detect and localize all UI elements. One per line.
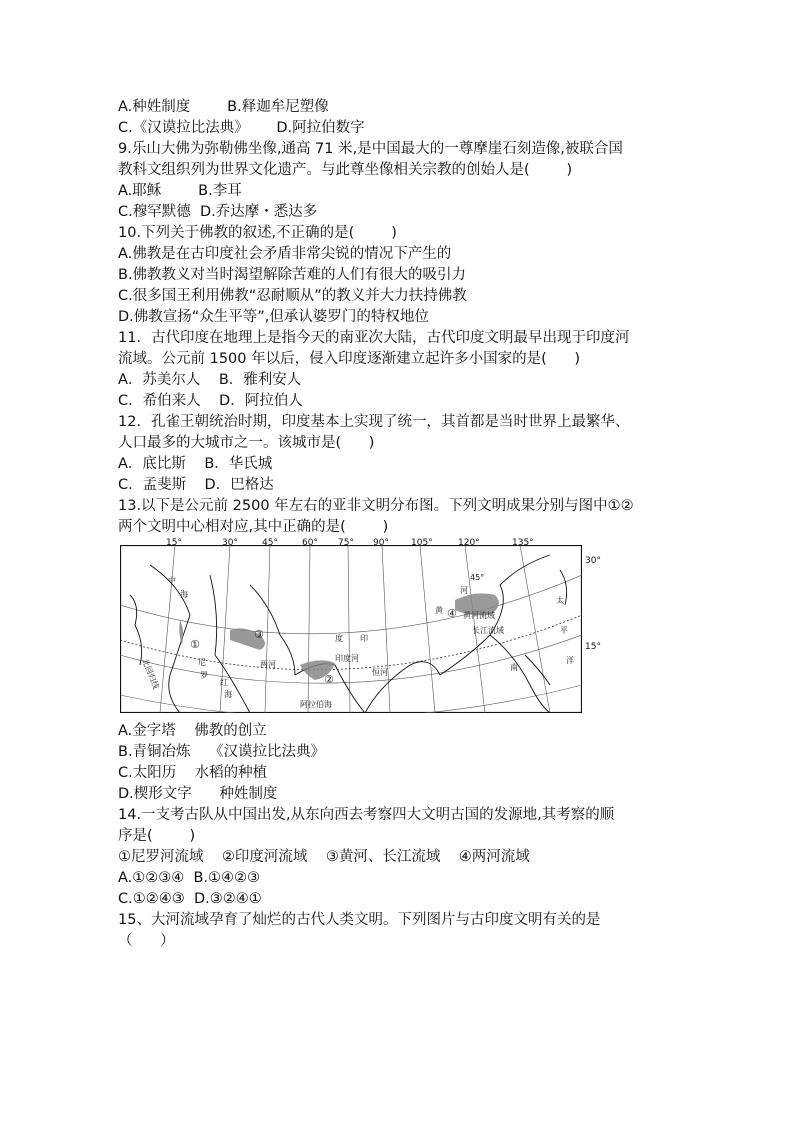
longitude-label: 120° — [458, 538, 480, 548]
longitude-label: 45° — [262, 538, 278, 548]
option-line: A.种姓制度 B.释迦牟尼塑像 — [118, 99, 329, 115]
latitude-label: 30° — [585, 556, 601, 566]
option-line: D.佛教宣扬“众生平等”,但承认婆罗门的特权地位 — [118, 309, 429, 325]
question-11-stem: 流域。公元前 1500 年以后，侵入印度逐渐建立起许多小国家的是( ) — [118, 351, 581, 367]
option-line: A.耶稣 B.李耳 — [118, 183, 242, 199]
nile-label-2: 罗 — [200, 671, 208, 680]
option-line: C．希伯来人 D．阿拉伯人 — [118, 393, 303, 409]
option-line: C.《汉谟拉比法典》 D.阿拉伯数字 — [118, 120, 365, 136]
map-marker-4: ④ — [447, 607, 457, 620]
option-line: A．苏美尔人 B．雅利安人 — [118, 372, 302, 388]
yellow-river-label: 黄河流域 — [463, 611, 495, 620]
mediterranean-label-1: 中 — [168, 576, 176, 585]
question-9-stem: 教科文组织列为世界文化遗产。与此尊坐像相关宗教的创始人是( ) — [118, 162, 573, 178]
option-line: B.青铜冶炼 《汉谟拉比法典》 — [118, 744, 325, 760]
question-13-stem: 两个文明中心相对应,其中正确的是( ) — [118, 519, 389, 535]
question-14-stem: 14.一支考古队从中国出发,从东向西去考察四大文明古国的发源地,其考察的顺 — [118, 807, 615, 823]
longitude-label: 75° — [338, 538, 354, 548]
latitude-label: 15° — [585, 642, 601, 652]
redsea-label-2: 海 — [224, 690, 232, 699]
india-label-2: 印 — [360, 634, 368, 643]
mesopotamia-label: 两河 — [260, 660, 276, 669]
option-line: D.楔形文字 种姓制度 — [118, 786, 278, 802]
longitude-label: 15° — [166, 538, 182, 548]
indus-label: 印度河 — [335, 654, 359, 663]
redsea-label-1: 红 — [220, 678, 228, 687]
pacific-label-1: 太 — [556, 596, 564, 605]
longitude-label: 105° — [411, 538, 433, 548]
river-char-label: 河 — [460, 586, 468, 595]
question-10-stem: 10.下列关于佛教的叙述,不正确的是( ) — [118, 225, 397, 241]
question-14-stem: 序是( ) — [118, 828, 196, 844]
map-marker-1: ① — [190, 638, 200, 651]
question-12-stem: 12．孔雀王朝统治时期，印度基本上实现了统一，其首都是当时世界上最繁华、 — [118, 414, 630, 430]
nile-label-1: 尼 — [198, 658, 206, 667]
ganges-label: 恒河 — [372, 668, 388, 677]
longitude-label: 30° — [222, 538, 238, 548]
longitude-label: 90° — [373, 538, 389, 548]
question-14-items: ①尼罗河流域 ②印度河流域 ③黄河、长江流域 ④两河流域 — [118, 849, 530, 865]
inner-latitude-label: 45° — [470, 573, 485, 582]
option-line: C.很多国王利用佛教“忍耐顺从”的教义并大力扶持佛教 — [118, 288, 467, 304]
question-9-stem: 9.乐山大佛为弥勒佛坐像,通高 71 米,是中国最大的一尊摩崖石刻造像,被联合国 — [118, 141, 623, 157]
question-15-stem: （ ） — [118, 933, 175, 949]
south-label: 南 — [510, 663, 518, 672]
option-line: A.①②③④ B.①④②③ — [118, 870, 261, 886]
question-11-stem: 11．古代印度在地理上是指今天的南亚次大陆，古代印度文明最早出现于印度河 — [118, 330, 630, 346]
pacific-label-2: 平 — [560, 626, 568, 635]
india-label-1: 度 — [335, 634, 343, 643]
longitude-label: 135° — [512, 538, 534, 548]
option-line: B.佛教教义对当时渴望解除苦难的人们有很大的吸引力 — [118, 267, 467, 283]
civilization-map — [120, 545, 582, 713]
map-marker-3: ③ — [254, 628, 264, 641]
option-line: C.太阳历 水稻的种植 — [118, 765, 268, 781]
question-12-stem: 人口最多的大城市之一。该城市是( ) — [118, 435, 375, 451]
option-line: C.穆罕默德 D.乔达摩・悉达多 — [118, 204, 318, 220]
option-line: C．孟斐斯 D．巴格达 — [118, 477, 274, 493]
longitude-label: 60° — [302, 538, 318, 548]
option-line: A.金字塔 佛教的创立 — [118, 723, 267, 739]
question-15-stem: 15、大河流域孕育了灿烂的古代人类文明。下列图片与古印度文明有关的是 — [118, 912, 601, 928]
pacific-label-3: 洋 — [566, 656, 574, 665]
yellow-char-label: 黄 — [435, 606, 443, 615]
question-13-stem: 13.以下是公元前 2500 年左右的亚非文明分布图。下列文明成果分别与图中①② — [118, 498, 634, 514]
arabian-sea-label: 阿拉伯海 — [300, 700, 332, 709]
option-line: A．底比斯 B．华氏城 — [118, 456, 273, 472]
option-line: C.①②④③ D.③②④① — [118, 891, 262, 907]
option-line: A.佛教是在古印度社会矛盾非常尖锐的情况下产生的 — [118, 246, 452, 262]
mediterranean-label-2: 海 — [180, 590, 188, 599]
map-marker-2: ② — [324, 673, 334, 686]
tropic-label: 北回归线 — [140, 657, 161, 691]
yangtze-label: 长江流域 — [472, 626, 504, 635]
